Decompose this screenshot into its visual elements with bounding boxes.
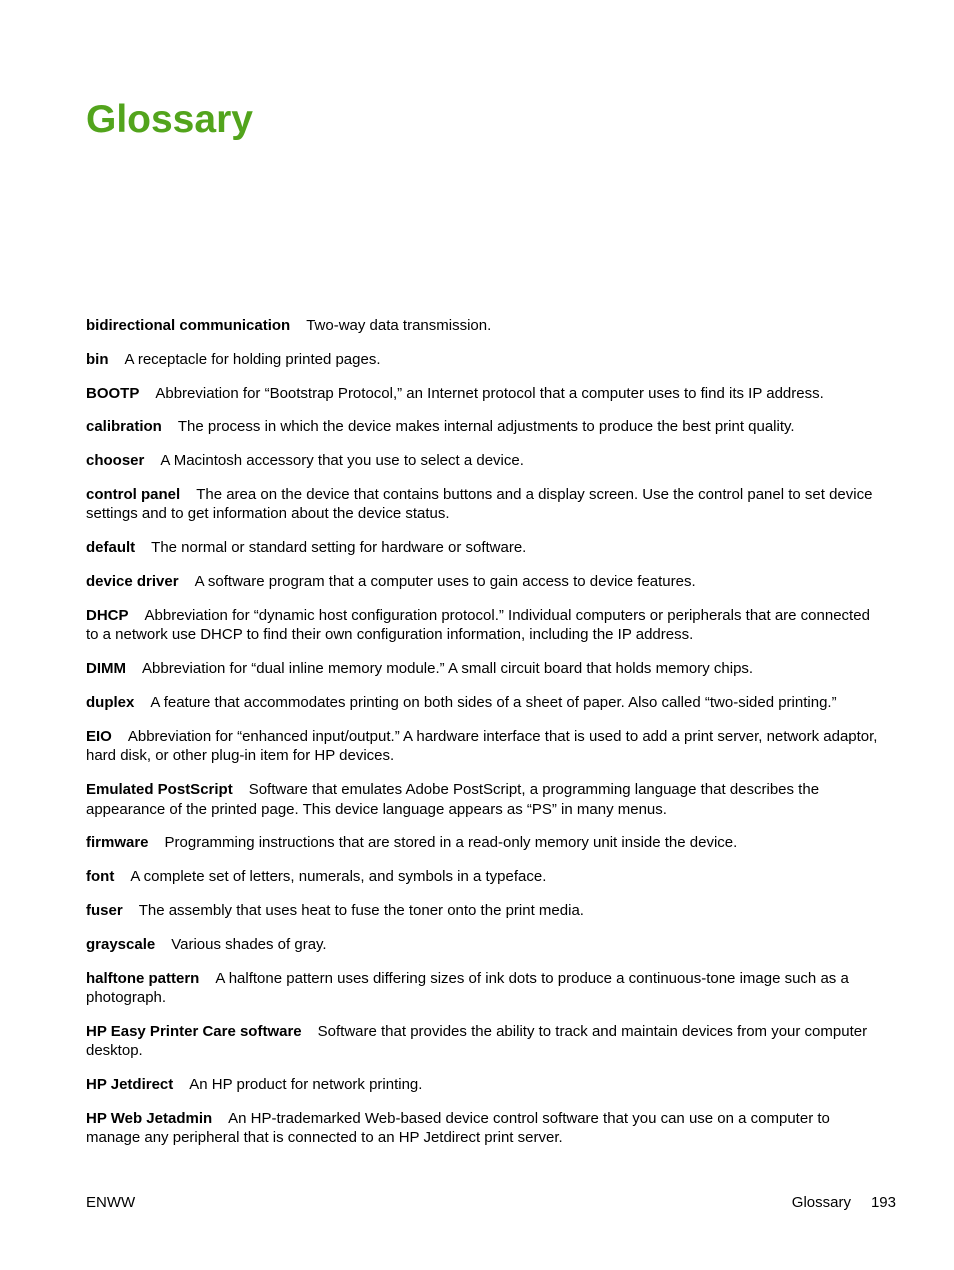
footer-section: Glossary (791, 1194, 851, 1211)
glossary-entry (86, 316, 886, 336)
glossary-definition: The process in which the device makes internal adjustments to produce the best print quality. (177, 418, 795, 436)
glossary-definition: Abbreviation for “dynamic host configuration protocol.” Individual computers or peripherals that are connected to a network use DHCP to find their own configuration information, including the IP address. (86, 606, 870, 644)
glossary-entry (86, 727, 886, 766)
glossary-entry (86, 867, 886, 887)
glossary-term: font (86, 868, 115, 886)
glossary-definition: Abbreviation for “enhanced input/output.” A hardware interface that is used to add a print server, network adaptor, hard disk, or other plug-in item for HP devices. (86, 727, 878, 765)
glossary-definition: A feature that accommodates printing on both sides of a sheet of paper. Also called “two-sided printing.” (150, 693, 837, 711)
glossary-definition: A Macintosh accessory that you use to select a device. (160, 452, 524, 470)
glossary-entry (86, 350, 886, 370)
page-number: 193 (870, 1194, 896, 1211)
glossary-entry (86, 417, 886, 437)
glossary-definition: Software that emulates Adobe PostScript, a programming language that describes the appearance of the printed page. This device language appears as “PS” in many menus. (86, 781, 820, 818)
glossary-definition: Two-way data transmission. (306, 317, 492, 334)
glossary-term: bin (86, 350, 109, 368)
glossary-term: duplex (86, 693, 135, 711)
glossary-entry (86, 659, 886, 679)
glossary-entry (86, 1022, 886, 1061)
glossary-entry (86, 780, 886, 819)
glossary-entry (86, 384, 886, 404)
page-title: Glossary (86, 98, 253, 141)
glossary-entry (86, 485, 886, 524)
glossary-entry (86, 1109, 886, 1148)
glossary-definition: A receptacle for holding printed pages. (124, 350, 381, 368)
glossary-entry (86, 538, 886, 558)
glossary-definition: Software that provides the ability to track and maintain devices from your computer desktop. (86, 1022, 868, 1060)
glossary-term: bidirectional communication (86, 317, 291, 334)
glossary-definition: Various shades of gray. (171, 935, 327, 953)
glossary-term: BOOTP (86, 384, 140, 402)
glossary-term: Emulated PostScript (86, 781, 233, 799)
glossary-definition: Abbreviation for “Bootstrap Protocol,” an Internet protocol that a computer uses to find its IP address. (155, 384, 824, 402)
glossary-term: grayscale (86, 935, 156, 953)
glossary-entry (86, 901, 886, 921)
glossary-term: calibration (86, 418, 162, 436)
glossary-definition: Abbreviation for “dual inline memory module.” A small circuit board that holds memory chips. (142, 660, 754, 678)
glossary-definition: Programming instructions that are stored in a read-only memory unit inside the device. (164, 834, 738, 852)
glossary-term: chooser (86, 452, 145, 470)
glossary-definition: The normal or standard setting for hardware or software. (151, 539, 527, 557)
glossary-entry (86, 451, 886, 471)
glossary-term: firmware (86, 834, 149, 852)
glossary-entry (86, 572, 886, 592)
glossary-definition: A halftone pattern uses differing sizes of ink dots to produce a continuous-tone image such as a photograph. (86, 969, 849, 1007)
glossary-definition: A complete set of letters, numerals, and symbols in a typeface. (130, 868, 547, 886)
glossary-entry (86, 833, 886, 853)
glossary-entry (86, 606, 886, 645)
glossary-definition: An HP product for network printing. (189, 1076, 423, 1094)
footer-page-info (792, 1193, 896, 1212)
glossary-entry (86, 693, 886, 713)
footer-doc-code: ENWW (86, 1194, 136, 1211)
glossary-term: device driver (86, 573, 179, 591)
glossary-term: halftone pattern (86, 969, 200, 987)
glossary-entry (86, 1075, 886, 1095)
glossary-term: DIMM (86, 660, 126, 678)
glossary-term: EIO (86, 727, 112, 745)
glossary-term: control panel (86, 485, 181, 503)
glossary-term: DHCP (86, 606, 129, 624)
glossary-term: default (86, 539, 136, 557)
glossary-entry (86, 935, 886, 955)
glossary-definition: The area on the device that contains buttons and a display screen. Use the control panel to set device settings and to get information about the device status. (86, 485, 873, 523)
glossary-definition: An HP-trademarked Web-based device control software that you can use on a computer to manage any peripheral that is connected to an HP Jetdirect print server. (86, 1109, 830, 1147)
glossary-definition: A software program that a computer uses to gain access to device features. (194, 573, 696, 591)
glossary-term: HP Easy Printer Care software (86, 1022, 302, 1040)
glossary-definition: The assembly that uses heat to fuse the toner onto the print media. (138, 901, 584, 919)
glossary-term: HP Web Jetadmin (86, 1109, 213, 1127)
glossary-term: fuser (86, 901, 123, 919)
glossary-list (86, 316, 886, 1162)
glossary-entry (86, 969, 886, 1008)
glossary-term: HP Jetdirect (86, 1076, 174, 1094)
